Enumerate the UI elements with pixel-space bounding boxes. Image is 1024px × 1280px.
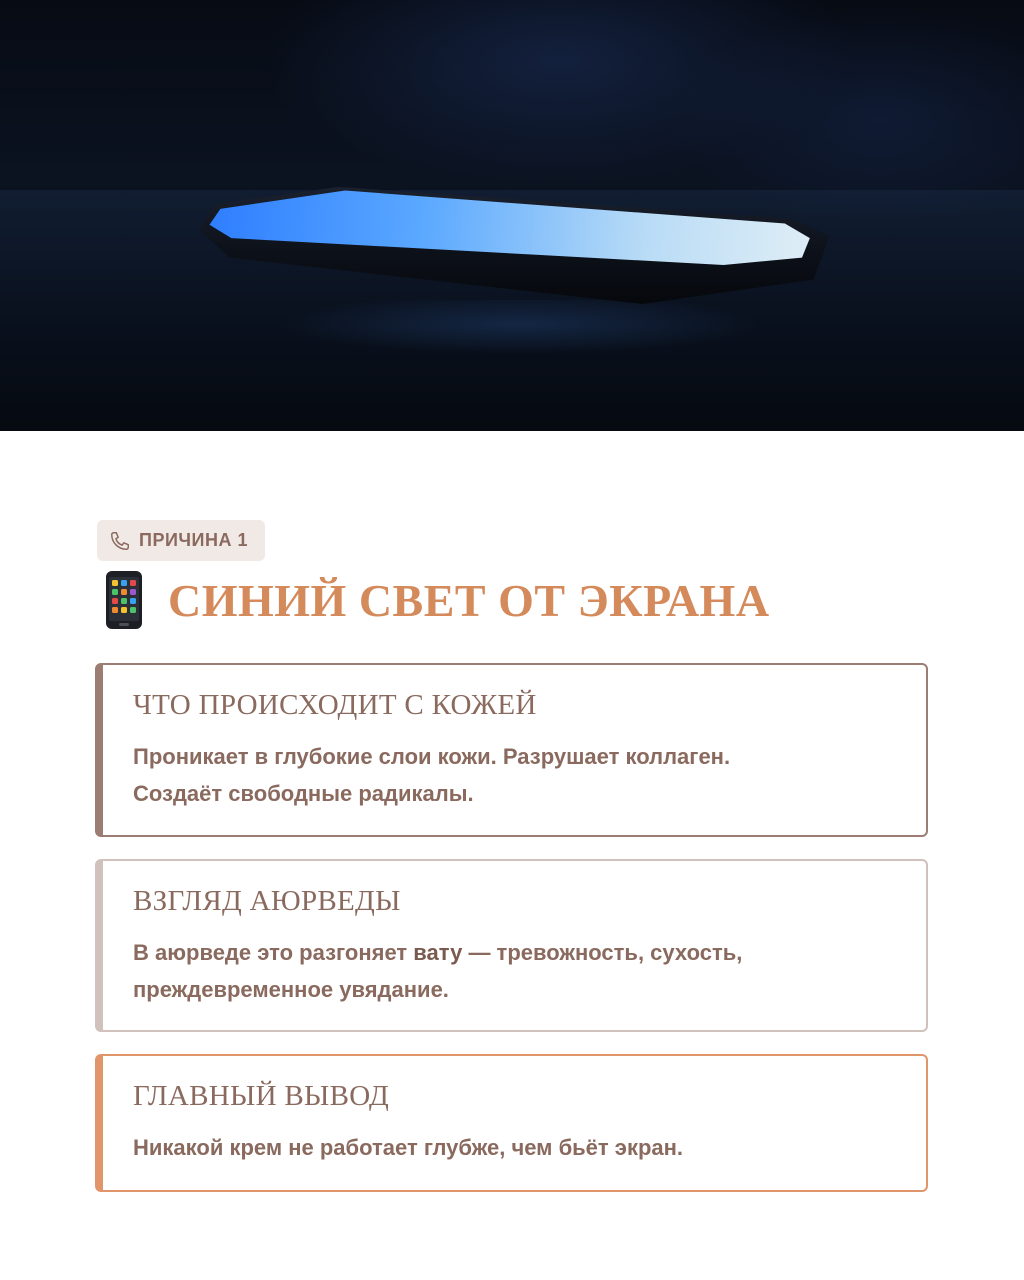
card-title: ВЗГЛЯД АЮРВЕДЫ	[133, 885, 401, 917]
phone-icon	[109, 530, 131, 552]
mobile-phone-emoji-icon	[100, 570, 148, 630]
card-text	[133, 1129, 898, 1166]
card-text-line	[133, 934, 898, 971]
card-text-bold: вату	[413, 940, 463, 965]
card-skin-effects	[95, 663, 928, 837]
card-text-line: Создаёт свободные радикалы.	[133, 781, 474, 806]
hero-photo	[0, 0, 1024, 431]
card-text-part: — тревожность, сухость,	[462, 940, 743, 965]
card-title: ЧТО ПРОИСХОДИТ С КОЖЕЙ	[133, 689, 537, 721]
card-text	[133, 738, 898, 812]
heading	[100, 569, 770, 631]
card-text-part: В аюрведе это разгоняет	[133, 940, 414, 965]
card-text-line: преждевременное увядание.	[133, 977, 449, 1002]
reason-tag	[97, 520, 265, 561]
card-main-conclusion	[95, 1054, 928, 1192]
smartphone-illustration	[188, 182, 847, 304]
card-text-line: Проникает в глубокие слои кожи. Разрушает коллаген.	[133, 744, 731, 769]
card-title: ГЛАВНЫЙ ВЫВОД	[133, 1080, 390, 1112]
card-text-line: Никакой крем не работает глубже, чем бьёт экран.	[133, 1135, 684, 1160]
card-text	[133, 934, 898, 1008]
page-title: СИНИЙ СВЕТ ОТ ЭКРАНА	[168, 574, 770, 626]
card-ayurveda-view	[95, 859, 928, 1032]
reason-tag-label: ПРИЧИНА 1	[139, 530, 248, 550]
screen-reflection	[200, 300, 840, 380]
